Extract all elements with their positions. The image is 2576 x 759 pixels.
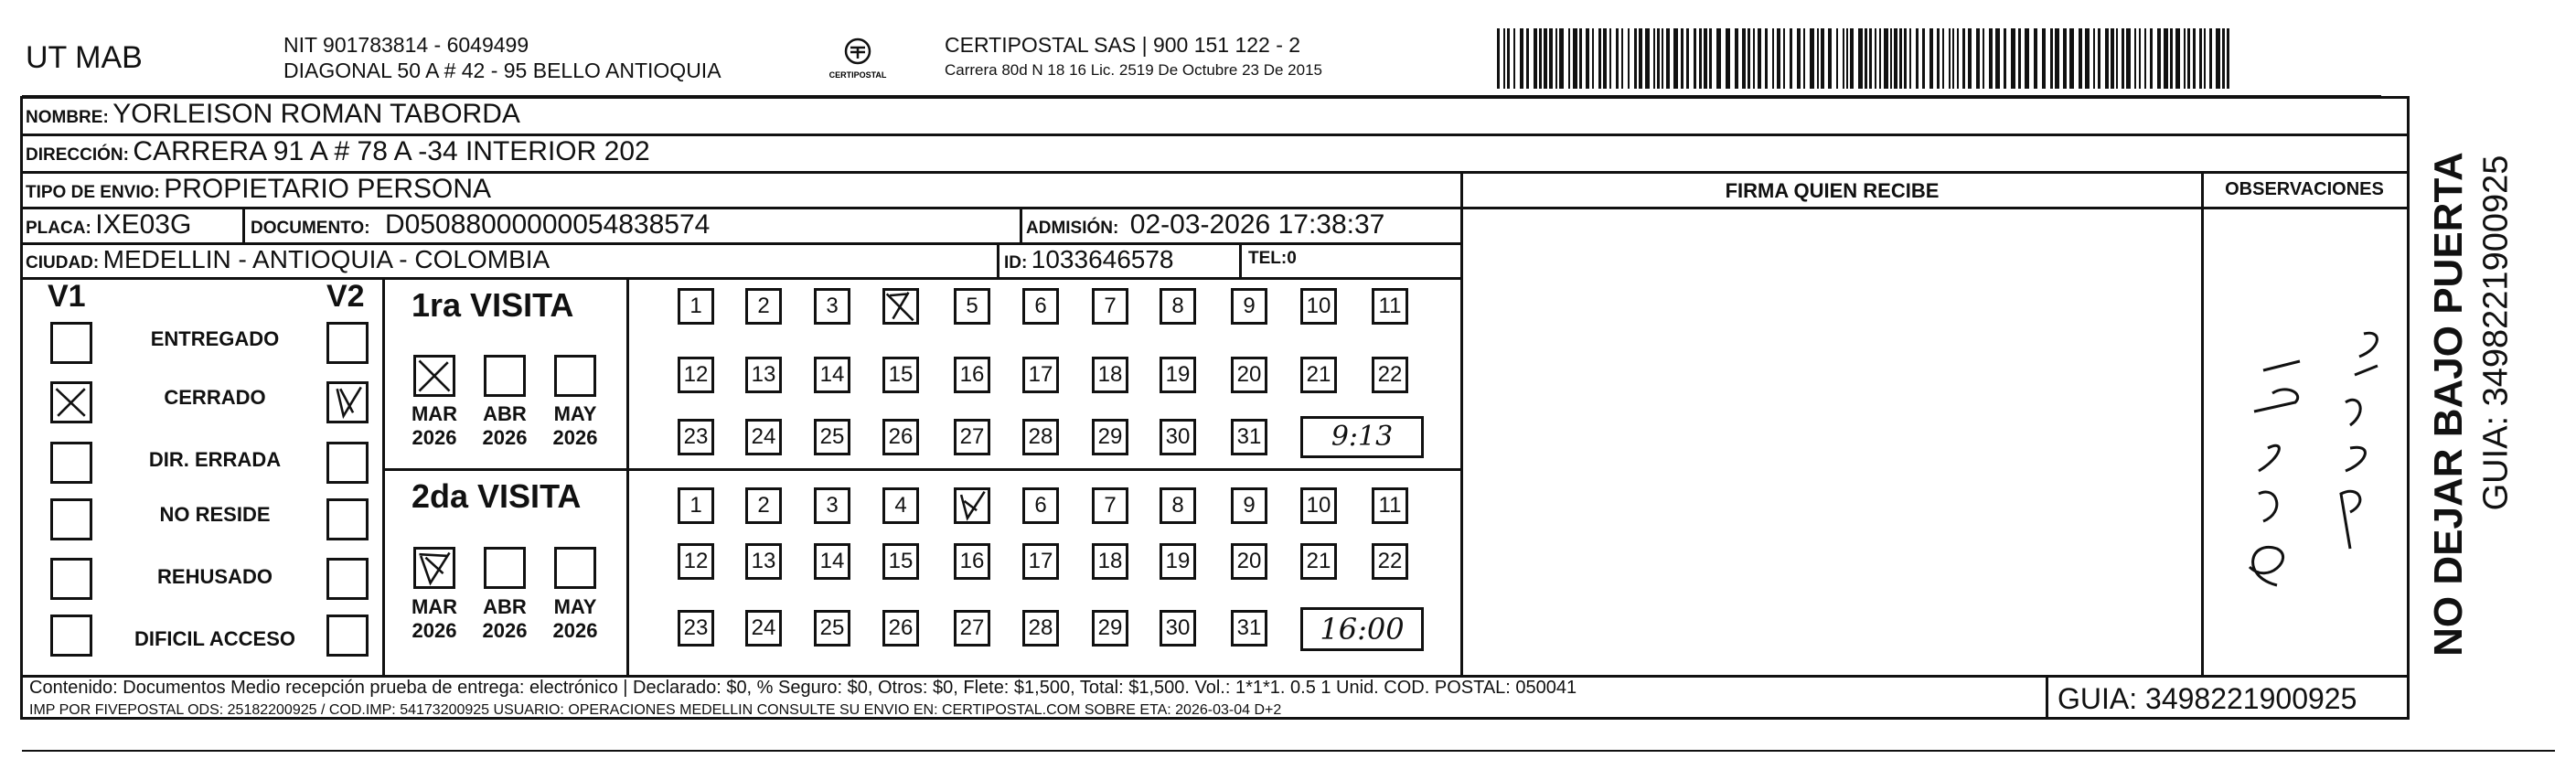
barcode-bar	[1949, 28, 1951, 89]
barcode-bar	[2204, 28, 2206, 89]
first-visit-month-may: MAY 2026	[552, 402, 598, 449]
type-row	[26, 174, 491, 210]
barcode-bar	[2175, 28, 2180, 89]
first-visit-month-mar: MAR 2026	[411, 402, 458, 449]
day-cell[interactable]: 5	[954, 288, 990, 325]
barcode-bar	[2187, 28, 2190, 89]
day-cell[interactable]: 7	[1092, 487, 1128, 524]
side-guide: GUIA: 3498221900925	[2476, 155, 2516, 511]
barcode-bar	[1573, 28, 1577, 89]
v1-checkbox-no-reside[interactable]	[50, 498, 92, 540]
barcode-bar	[1694, 28, 1696, 89]
barcode-bar	[1916, 28, 1919, 89]
second-visit-month-may-checkbox[interactable]	[554, 547, 596, 589]
day-cell-marked[interactable]	[954, 487, 990, 524]
check-mark	[416, 550, 453, 586]
plate-value: IXE03G	[95, 209, 192, 240]
barcode-bar	[1890, 28, 1892, 89]
v2-checkbox-entregado[interactable]	[326, 322, 369, 364]
barcode-bar	[2085, 28, 2090, 89]
day-cell[interactable]: 12	[678, 357, 714, 393]
barcode-bar	[1513, 28, 1515, 89]
barcode-bar	[2034, 28, 2037, 89]
cell-divider	[997, 243, 999, 278]
v2-checkbox-dificil-acceso[interactable]	[326, 615, 369, 657]
barcode-bar	[2116, 28, 2118, 89]
day-cell-marked[interactable]	[882, 288, 919, 325]
barcode-bar	[2222, 28, 2225, 89]
barcode-bar	[2042, 28, 2046, 89]
admission-cell	[1026, 209, 1384, 241]
status-cerrado: CERRADO	[164, 386, 266, 409]
barcode-bar	[1592, 28, 1594, 89]
content-description: Contenido: Documentos Medio recepción prueba de entrega: electrónico | Declarado: $0, % Seguro: $0, Otros: $0, Flete: $1,500, Total: $1,500. Vol.: 1*1*1. 0.5 1 Unid. COD. POSTAL: 050041	[29, 678, 1577, 698]
second-visit-time-field[interactable]	[1300, 607, 1424, 651]
barcode-bar	[2025, 28, 2029, 89]
barcode-bar	[1758, 28, 1761, 89]
day-cell[interactable]: 26	[882, 419, 919, 455]
barcode-bar	[1962, 28, 1965, 89]
carrier-name: CERTIPOSTAL SAS | 900 151 122 - 2	[945, 33, 1301, 57]
signature-header: FIRMA QUIEN RECIBE	[1725, 179, 1940, 202]
day-cell[interactable]: 27	[954, 610, 990, 647]
day-cell[interactable]: 22	[1372, 543, 1408, 580]
day-cell[interactable]: 3	[814, 288, 850, 325]
day-cell[interactable]: 28	[1022, 419, 1059, 455]
signature-column-divider	[1460, 173, 1463, 676]
barcode-bar	[1817, 28, 1819, 89]
barcode-bar	[1681, 28, 1683, 89]
id-label: ID:	[1004, 253, 1028, 273]
barcode-bar	[2157, 28, 2161, 89]
day-cell[interactable]: 8	[1160, 487, 1196, 524]
barcode-bar	[1621, 28, 1623, 89]
second-visit-month-mar: MAR 2026	[411, 595, 458, 642]
second-visit-month-abr-checkbox[interactable]	[484, 547, 526, 589]
barcode-bar	[1821, 28, 1824, 89]
v1-checkbox-rehusado[interactable]	[50, 558, 92, 600]
row-divider	[22, 277, 1462, 280]
barcode-bar	[1865, 28, 1867, 89]
barcode-bar	[1922, 28, 1925, 89]
admission-value: 02-03-2026 17:38:37	[1129, 209, 1385, 240]
barcode	[1497, 28, 2231, 89]
day-cell[interactable]: 2	[745, 487, 782, 524]
cell-divider	[242, 208, 245, 244]
city-label: CIUDAD:	[26, 253, 100, 273]
barcode-bar	[2111, 28, 2114, 89]
status-no-reside: NO RESIDE	[159, 503, 271, 526]
day-cell[interactable]: 7	[1092, 288, 1128, 325]
barcode-bar	[1662, 28, 1663, 89]
months-divider	[626, 278, 629, 677]
barcode-bar	[1983, 28, 1984, 89]
barcode-bar	[1526, 28, 1529, 89]
first-visit-month-abr: ABR 2026	[482, 402, 528, 449]
day-cell[interactable]: 17	[1022, 357, 1059, 393]
day-cell[interactable]: 25	[814, 419, 850, 455]
day-cell[interactable]: 13	[745, 357, 782, 393]
second-visit-time: 16:00	[1320, 612, 1405, 647]
barcode-bar	[2170, 28, 2173, 89]
barcode-bar	[1497, 28, 1500, 89]
day-cell[interactable]: 29	[1092, 419, 1128, 455]
plate-row	[26, 209, 191, 246]
barcode-bar	[1699, 28, 1702, 89]
barcode-bar	[1735, 28, 1738, 89]
observations-header: OBSERVACIONES	[2225, 179, 2384, 199]
barcode-bar	[1666, 28, 1670, 89]
barcode-bar	[1790, 28, 1792, 89]
check-x-mark	[885, 291, 916, 322]
v2-label: V2	[326, 279, 365, 314]
day-cell[interactable]: 28	[1022, 610, 1059, 647]
day-cell[interactable]: 14	[814, 543, 850, 580]
day-cell[interactable]: 15	[882, 357, 919, 393]
first-visit-month-may-checkbox[interactable]	[554, 355, 596, 397]
print-info: IMP POR FIVEPOSTAL ODS: 25182200925 / COD.IMP: 54173200925 USUARIO: OPERACIONES MEDELLIN CONSULTE SU ENVIO EN: CERTIPOSTAL.COM SOBRE ETA: 2026-03-04 D+2	[29, 702, 1282, 718]
day-cell[interactable]: 12	[678, 543, 714, 580]
barcode-bar	[2069, 28, 2074, 89]
row-divider	[1461, 207, 2408, 209]
barcode-bar	[2055, 28, 2059, 89]
sender-address: DIAGONAL 50 A # 42 - 95 BELLO ANTIOQUIA	[283, 59, 721, 82]
day-cell[interactable]: 9	[1231, 487, 1267, 524]
day-cell[interactable]: 15	[882, 543, 919, 580]
barcode-bar	[1559, 28, 1564, 89]
day-cell[interactable]: 1	[678, 487, 714, 524]
barcode-bar	[1797, 28, 1801, 89]
second-visit-month-mar-checkbox[interactable]	[413, 547, 455, 589]
v1-checkbox-cerrado[interactable]	[50, 381, 92, 423]
certipostal-logo	[817, 35, 899, 82]
guide-divider	[2046, 675, 2048, 720]
barcode-bar	[1828, 28, 1832, 89]
day-cell[interactable]: 14	[814, 357, 850, 393]
barcode-bar	[1568, 28, 1570, 89]
barcode-bar	[1534, 28, 1537, 89]
bottom-edge-line	[22, 750, 2555, 752]
document-cell	[251, 209, 710, 241]
name-label: NOMBRE:	[26, 108, 109, 127]
visit-divider	[384, 468, 1461, 471]
barcode-bar	[1894, 28, 1897, 89]
day-cell[interactable]: 27	[954, 419, 990, 455]
barcode-bar	[2018, 28, 2021, 89]
day-cell[interactable]: 31	[1231, 610, 1267, 647]
day-cell[interactable]: 30	[1160, 419, 1196, 455]
day-cell[interactable]: 30	[1160, 610, 1196, 647]
second-visit-month-abr: ABR 2026	[482, 595, 528, 642]
no-dejar-bajo-puerta-warning: NO DEJAR BAJO PUERTA	[2426, 152, 2471, 657]
barcode-bar	[1846, 28, 1848, 89]
status-divider	[382, 278, 385, 677]
svg-text:CERTIPOSTAL: CERTIPOSTAL	[828, 70, 887, 80]
admission-label: ADMISIÓN:	[1026, 219, 1119, 238]
v2-checkbox-no-reside[interactable]	[326, 498, 369, 540]
barcode-bar	[2079, 28, 2082, 89]
carrier-license: Carrera 80d N 18 16 Lic. 2519 De Octubre 23 De 2015	[945, 61, 1322, 79]
first-visit-time-field[interactable]	[1300, 416, 1424, 458]
barcode-bar	[1777, 28, 1780, 89]
status-dir-errada: DIR. ERRADA	[148, 448, 282, 471]
name-row	[26, 99, 2403, 135]
first-visit-month-abr-checkbox[interactable]	[484, 355, 526, 397]
v1-checkbox-entregado[interactable]	[50, 322, 92, 364]
barcode-bar	[1995, 28, 2000, 89]
city-row	[26, 245, 550, 278]
company-name: UT MAB	[26, 40, 143, 75]
day-cell[interactable]: 16	[954, 543, 990, 580]
barcode-bar	[1549, 28, 1553, 89]
barcode-bar	[1716, 28, 1721, 89]
v1-label: V1	[48, 279, 86, 314]
tel-value: 0	[1287, 249, 1297, 268]
day-cell[interactable]: 22	[1372, 357, 1408, 393]
address-row	[26, 136, 650, 173]
day-cell[interactable]: 26	[882, 610, 919, 647]
first-visit-title: 1ra VISITA	[412, 286, 574, 324]
barcode-bar	[1657, 28, 1660, 89]
v1-checkbox-dir-errada[interactable]	[50, 442, 92, 484]
barcode-bar	[1942, 28, 1944, 89]
check-x-mark	[416, 358, 453, 394]
barcode-bar	[1909, 28, 1911, 89]
barcode-bar	[1843, 28, 1844, 89]
barcode-bar	[1539, 28, 1542, 89]
barcode-bar	[2193, 28, 2196, 89]
observations-handwriting	[2222, 274, 2405, 622]
check-mark	[329, 384, 366, 421]
barcode-bar	[1709, 28, 1712, 89]
barcode-bar	[1976, 28, 1980, 89]
check-mark	[957, 490, 988, 521]
barcode-bar	[2227, 28, 2229, 89]
first-visit-month-mar-checkbox[interactable]	[413, 355, 455, 397]
barcode-bar	[1858, 28, 1863, 89]
footer-guide: GUIA: 3498221900925	[2058, 682, 2357, 715]
barcode-bar	[2184, 28, 2186, 89]
barcode-bar	[1742, 28, 1746, 89]
barcode-bar	[1810, 28, 1814, 89]
barcode-bar	[1645, 28, 1650, 89]
document-value: D05088000000054838574	[385, 209, 711, 240]
barcode-bar	[1869, 28, 1872, 89]
barcode-bar	[2050, 28, 2053, 89]
barcode-bar	[1937, 28, 1940, 89]
id-value: 1033646578	[1031, 245, 1174, 273]
barcode-bar	[1753, 28, 1755, 89]
day-cell[interactable]: 25	[814, 610, 850, 647]
day-cell[interactable]: 17	[1022, 543, 1059, 580]
v2-checkbox-dir-errada[interactable]	[326, 442, 369, 484]
barcode-bar	[1803, 28, 1805, 89]
day-cell[interactable]: 13	[745, 543, 782, 580]
barcode-bar	[2150, 28, 2153, 89]
day-cell[interactable]: 6	[1022, 487, 1059, 524]
city-value: MEDELLIN - ANTIOQUIA - COLOMBIA	[102, 245, 550, 273]
barcode-bar	[1634, 28, 1637, 89]
barcode-bar	[1673, 28, 1678, 89]
day-cell[interactable]: 10	[1300, 288, 1337, 325]
day-cell[interactable]: 31	[1231, 419, 1267, 455]
barcode-bar	[2011, 28, 2015, 89]
barcode-bar	[2122, 28, 2124, 89]
day-cell[interactable]: 18	[1092, 357, 1128, 393]
barcode-bar	[1850, 28, 1854, 89]
barcode-bar	[1555, 28, 1557, 89]
type-label: TIPO DE ENVIO:	[26, 183, 160, 202]
second-visit-month-may: MAY 2026	[552, 595, 598, 642]
day-cell[interactable]: 2	[745, 288, 782, 325]
barcode-bar	[1952, 28, 1954, 89]
day-cell[interactable]: 23	[678, 419, 714, 455]
barcode-bar	[2063, 28, 2067, 89]
v1-checkbox-dificil-acceso[interactable]	[50, 615, 92, 657]
day-cell[interactable]: 3	[814, 487, 850, 524]
day-cell[interactable]: 24	[745, 419, 782, 455]
barcode-bar	[1929, 28, 1933, 89]
plate-label: PLACA:	[26, 219, 91, 238]
day-cell[interactable]: 29	[1092, 610, 1128, 647]
cell-divider	[1020, 208, 1022, 244]
day-cell[interactable]: 11	[1372, 288, 1408, 325]
day-cell[interactable]: 8	[1160, 288, 1196, 325]
barcode-bar	[1765, 28, 1768, 89]
barcode-bar	[2134, 28, 2136, 89]
barcode-bar	[1879, 28, 1881, 89]
barcode-bar	[1616, 28, 1619, 89]
barcode-bar	[2209, 28, 2212, 89]
barcode-bar	[2105, 28, 2109, 89]
barcode-bar	[1686, 28, 1689, 89]
day-cell[interactable]: 1	[678, 288, 714, 325]
first-visit-time: 9:13	[1331, 421, 1394, 453]
day-cell[interactable]: 10	[1300, 487, 1337, 524]
day-cell[interactable]: 20	[1231, 357, 1267, 393]
barcode-bar	[1579, 28, 1582, 89]
barcode-bar	[1884, 28, 1888, 89]
barcode-bar	[1507, 28, 1510, 89]
barcode-bar	[2126, 28, 2131, 89]
day-cell[interactable]: 6	[1022, 288, 1059, 325]
day-cell[interactable]: 9	[1231, 288, 1267, 325]
barcode-bar	[1704, 28, 1707, 89]
barcode-bar	[2004, 28, 2006, 89]
observations-column-divider	[2201, 173, 2204, 676]
check-x-mark	[53, 384, 90, 421]
barcode-bar	[1726, 28, 1730, 89]
day-cell[interactable]: 21	[1300, 357, 1337, 393]
day-cell[interactable]: 21	[1300, 543, 1337, 580]
barcode-bar	[1899, 28, 1902, 89]
day-cell[interactable]: 19	[1160, 543, 1196, 580]
barcode-bar	[2164, 28, 2168, 89]
recipient-address: CARRERA 91 A # 78 A -34 INTERIOR 202	[133, 136, 650, 166]
barcode-bar	[1875, 28, 1876, 89]
status-dificil-acceso: DIFICIL ACCESO	[134, 627, 295, 650]
barcode-bar	[1639, 28, 1642, 89]
day-cell[interactable]: 24	[745, 610, 782, 647]
barcode-bar	[1957, 28, 1959, 89]
v2-checkbox-rehusado[interactable]	[326, 558, 369, 600]
day-cell[interactable]: 20	[1231, 543, 1267, 580]
barcode-bar	[2144, 28, 2146, 89]
second-visit-title: 2da VISITA	[412, 477, 582, 515]
barcode-bar	[1748, 28, 1750, 89]
barcode-bar	[2199, 28, 2202, 89]
barcode-bar	[1783, 28, 1785, 89]
barcode-bar	[1603, 28, 1607, 89]
barcode-bar	[1653, 28, 1655, 89]
barcode-bar	[2098, 28, 2100, 89]
tel-cell	[1248, 249, 1297, 269]
nit-text: NIT 901783814 - 6049499	[283, 33, 529, 57]
day-cell[interactable]: 18	[1092, 543, 1128, 580]
tel-label: TEL:	[1248, 249, 1288, 268]
document-label: DOCUMENTO:	[251, 219, 370, 238]
barcode-bar	[1968, 28, 1972, 89]
day-cell[interactable]: 23	[678, 610, 714, 647]
barcode-bar	[1772, 28, 1774, 89]
barcode-bar	[1544, 28, 1547, 89]
recipient-name: YORLEISON ROMAN TABORDA	[112, 99, 520, 129]
day-cell[interactable]: 4	[882, 487, 919, 524]
barcode-bar	[1503, 28, 1505, 89]
barcode-bar	[2093, 28, 2095, 89]
barcode-bar	[1836, 28, 1838, 89]
day-cell[interactable]: 19	[1160, 357, 1196, 393]
day-cell[interactable]: 11	[1372, 487, 1408, 524]
barcode-bar	[1520, 28, 1523, 89]
barcode-bar	[1598, 28, 1601, 89]
shipment-type: PROPIETARIO PERSONA	[164, 174, 492, 204]
v2-checkbox-cerrado[interactable]	[326, 381, 369, 423]
barcode-bar	[2139, 28, 2141, 89]
barcode-bar	[2216, 28, 2220, 89]
barcode-bar	[1628, 28, 1630, 89]
status-entregado: ENTREGADO	[150, 327, 280, 350]
cell-divider	[1239, 243, 1242, 278]
barcode-bar	[1609, 28, 1611, 89]
barcode-bar	[1904, 28, 1907, 89]
barcode-bar	[1586, 28, 1589, 89]
id-cell	[1004, 245, 1174, 274]
address-label: DIRECCIÓN:	[26, 145, 129, 165]
barcode-bar	[1989, 28, 1993, 89]
status-rehusado: REHUSADO	[157, 565, 273, 588]
day-cell[interactable]: 16	[954, 357, 990, 393]
